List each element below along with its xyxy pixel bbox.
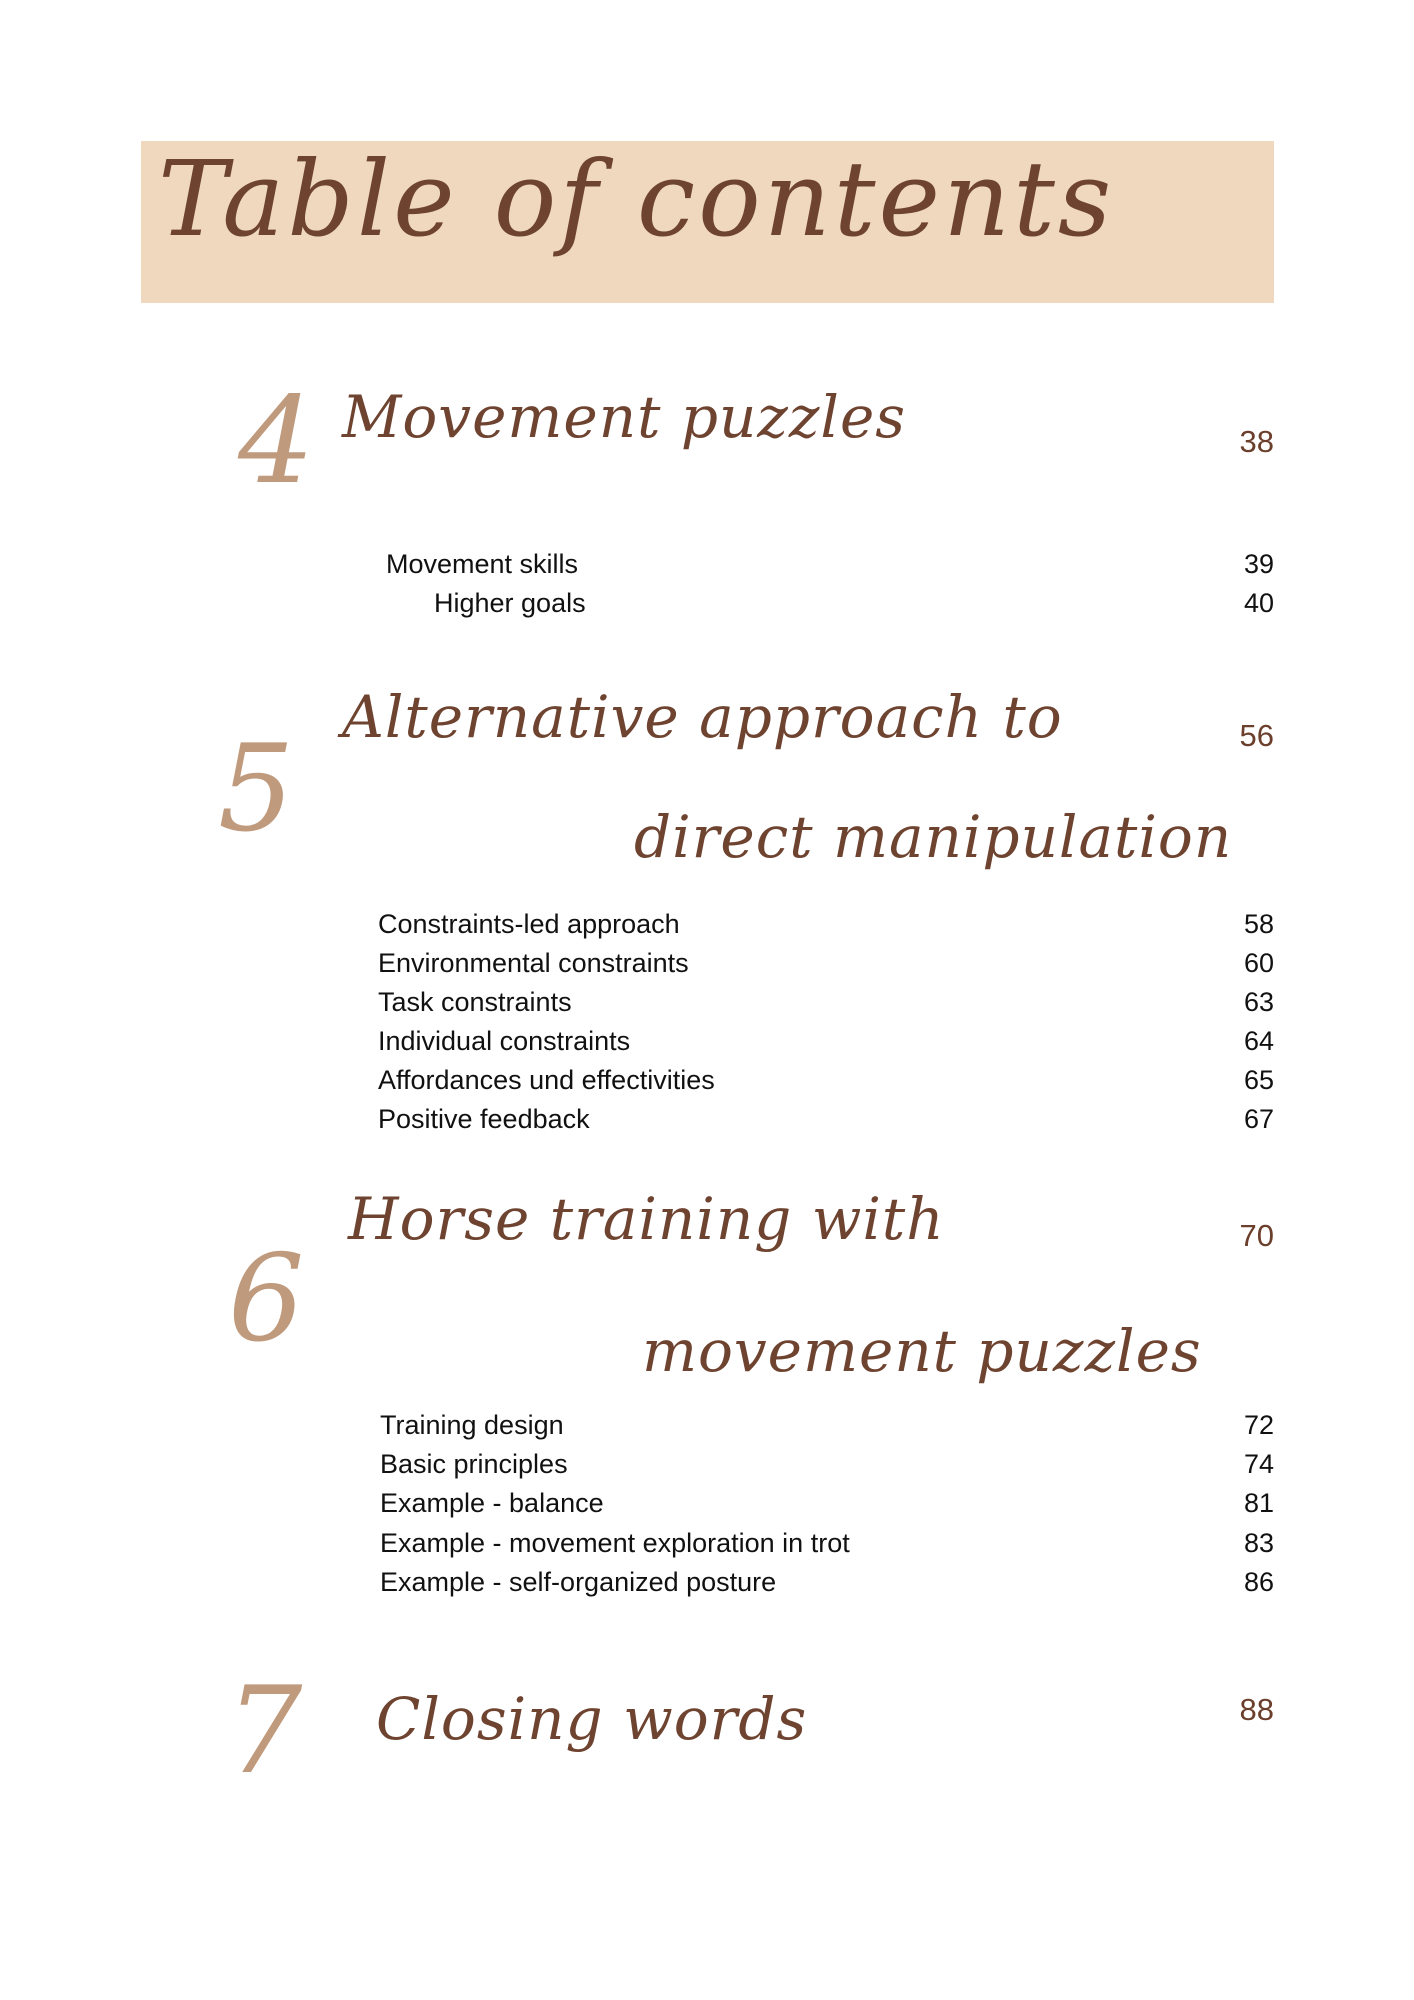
toc-entry-movement-skills[interactable]: Movement skills [386, 549, 579, 579]
chapter-5-number: 5 [218, 720, 295, 859]
chapter-7-title: Closing words [376, 1685, 808, 1753]
chapter-4-title: Movement puzzles [342, 383, 907, 451]
chapter-7-number: 7 [226, 1662, 303, 1801]
chapter-4-page: 38 [1239, 424, 1274, 459]
toc-entry-page: 81 [1243, 1488, 1274, 1518]
chapter-6-title-line-1: Horse training with [348, 1185, 945, 1253]
toc-entry-page: 39 [1243, 549, 1274, 579]
toc-entry-page: 58 [1243, 909, 1274, 939]
toc-entry-example-movement-exploration[interactable]: Example - movement exploration in trot [380, 1528, 850, 1558]
toc-entry-page: 67 [1243, 1104, 1274, 1134]
toc-entry-individual-constraints[interactable]: Individual constraints [378, 1026, 631, 1056]
toc-entry-training-design[interactable]: Training design [380, 1410, 564, 1440]
toc-entry-page: 65 [1243, 1065, 1274, 1095]
toc-entry-higher-goals[interactable]: Higher goals [434, 588, 586, 618]
toc-entry-page: 40 [1243, 588, 1274, 618]
toc-entry-basic-principles[interactable]: Basic principles [380, 1449, 568, 1479]
chapter-4-number: 4 [238, 372, 315, 511]
toc-entry-example-balance[interactable]: Example - balance [380, 1488, 604, 1518]
toc-entry-constraints-led-approach[interactable]: Constraints-led approach [378, 909, 680, 939]
chapter-5-title-line-1: Alternative approach to [342, 683, 1063, 751]
page-title: Table of contents [158, 138, 1115, 260]
chapter-5-title-line-2: direct manipulation [634, 803, 1233, 871]
chapter-5-page: 56 [1239, 718, 1274, 753]
toc-entry-page: 86 [1243, 1567, 1274, 1597]
toc-entry-page: 60 [1243, 948, 1274, 978]
toc-entry-task-constraints[interactable]: Task constraints [378, 987, 572, 1017]
toc-entry-affordances-und-effectivities[interactable]: Affordances und effectivities [378, 1065, 715, 1095]
toc-entry-positive-feedback[interactable]: Positive feedback [378, 1104, 590, 1134]
toc-entry-page: 74 [1243, 1449, 1274, 1479]
chapter-7-page: 88 [1239, 1692, 1274, 1727]
toc-entry-example-self-organized-posture[interactable]: Example - self-organized posture [380, 1567, 777, 1597]
chapter-6-number: 6 [228, 1230, 305, 1369]
toc-entry-page: 64 [1243, 1026, 1274, 1056]
toc-entry-page: 72 [1243, 1410, 1274, 1440]
toc-entry-page: 63 [1243, 987, 1274, 1017]
chapter-6-page: 70 [1239, 1218, 1274, 1253]
toc-entry-environmental-constraints[interactable]: Environmental constraints [378, 948, 689, 978]
chapter-6-title-line-2: movement puzzles [642, 1317, 1202, 1385]
toc-entry-page: 83 [1243, 1528, 1274, 1558]
